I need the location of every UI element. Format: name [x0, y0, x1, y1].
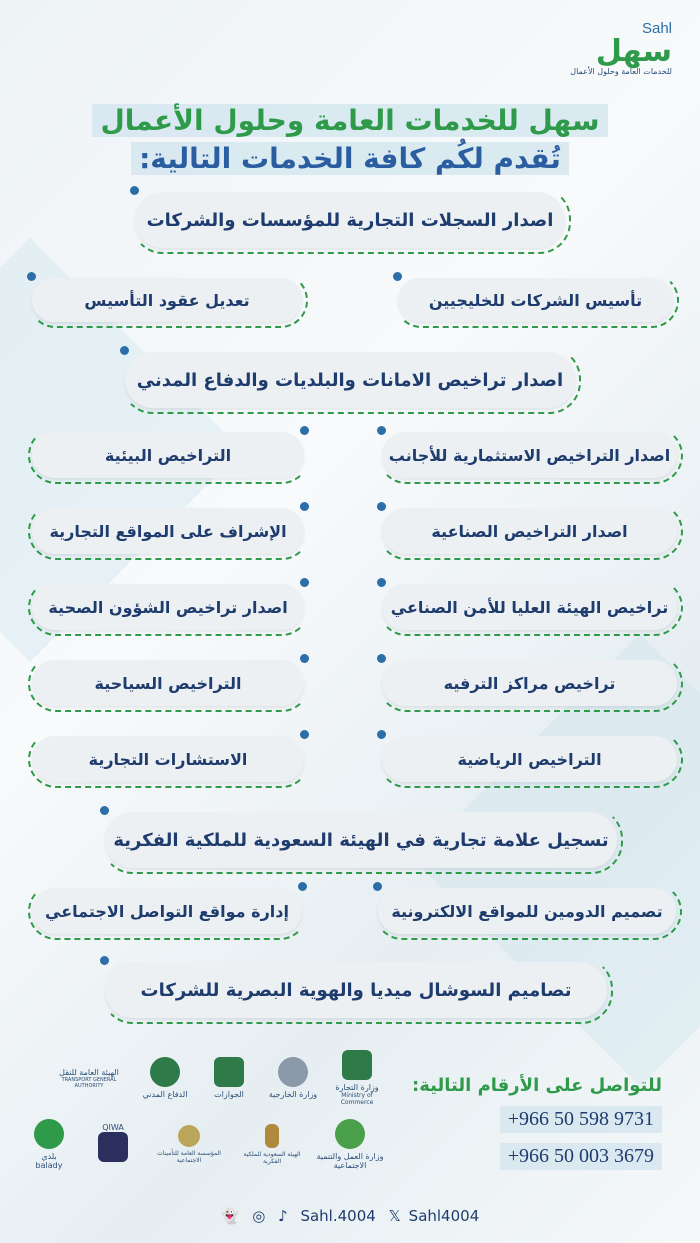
service-left-3: اصدار تراخيص الشؤون الصحية [32, 584, 304, 630]
snapchat-icon[interactable]: 👻 [220, 1207, 240, 1225]
bullet-dot-icon [298, 882, 307, 891]
bullet-dot-icon [100, 956, 109, 965]
service-social-management: إدارة مواقع التواصل الاجتماعي [32, 888, 302, 934]
social-handle-2[interactable]: Sahl4004 [408, 1207, 480, 1225]
bullet-dot-icon [377, 426, 386, 435]
service-left-4: التراخيص السياحية [32, 660, 304, 706]
service-domain-design: تصميم الدومين للمواقع الالكترونية [378, 888, 676, 934]
bullet-dot-icon [300, 578, 309, 587]
service-commercial-registers: اصدار السجلات التجارية للمؤسسات والشركات [135, 192, 565, 248]
service-right-1: اصدار التراخيص الاستثمارية للأجانب [382, 432, 677, 478]
bullet-dot-icon [130, 186, 139, 195]
service-social-designs: تصاميم السوشال ميديا والهوية البصرية للشركات [105, 962, 607, 1018]
instagram-icon[interactable]: ◎ [252, 1207, 266, 1225]
bullet-dot-icon [377, 654, 386, 663]
phone-2[interactable]: +966 50 003 3679 [500, 1143, 662, 1170]
logo-tagline: للخدمات العامة وحلول الأعمال [570, 67, 672, 76]
logo-gosi: المؤسسة العامة للتأمينات الاجتماعية [149, 1116, 229, 1172]
logo-qiwa: QIWA [85, 1116, 141, 1172]
contact-section [412, 1075, 662, 1170]
service-right-2: اصدار التراخيص الصناعية [382, 508, 677, 554]
heading-line2: تُقدم لكُم كافة الخدمات التالية: [0, 142, 700, 175]
logo-labor: وزارة العمل والتنمية الاجتماعية [315, 1116, 385, 1172]
service-right-3: تراخيص الهيئة العليا للأمن الصناعي [382, 584, 677, 630]
sahl-logo [570, 20, 672, 76]
service-left-2: الإشراف على المواقع التجارية [32, 508, 304, 554]
contact-title: للتواصل على الأرقام التالية: [412, 1075, 662, 1096]
partner-logos [10, 1050, 385, 1172]
logo-balady: بلدي balady [21, 1116, 77, 1172]
logo-civil-defense: الدفاع المدني [137, 1050, 193, 1106]
service-right-5: التراخيص الرياضية [382, 736, 677, 782]
heading-line1: سهل للخدمات العامة وحلول الأعمال [0, 104, 700, 137]
bullet-dot-icon [393, 272, 402, 281]
social-handle-1[interactable]: Sahl.4004 [300, 1207, 376, 1225]
service-gulf-companies: تأسيس الشركات للخليجيين [398, 278, 673, 322]
logo-commerce: وزارة التجارة Ministry of Commerce [329, 1050, 385, 1106]
x-icon[interactable]: 𝕏 [388, 1207, 401, 1225]
bullet-dot-icon [300, 730, 309, 739]
logo-en: Sahl [641, 20, 672, 37]
bullet-dot-icon [27, 272, 36, 281]
logo-saip: الهيئة السعودية للملكية الفكرية [237, 1116, 307, 1172]
service-amend-contracts: تعديل عقود التأسيس [32, 278, 302, 322]
bullet-dot-icon [377, 502, 386, 511]
bullet-dot-icon [120, 346, 129, 355]
service-trademark: تسجيل علامة تجارية في الهيئة السعودية للملكية الفكرية [105, 812, 617, 868]
bullet-dot-icon [377, 578, 386, 587]
service-right-4: تراخيص مراكز الترفيه [382, 660, 677, 706]
logo-passports: الجوازات [201, 1050, 257, 1106]
bullet-dot-icon [300, 426, 309, 435]
bullet-dot-icon [377, 730, 386, 739]
service-left-5: الاستشارات التجارية [32, 736, 304, 782]
bullet-dot-icon [373, 882, 382, 891]
bullet-dot-icon [300, 502, 309, 511]
tiktok-icon[interactable]: ♪ [278, 1207, 288, 1225]
logo-transport-authority: الهيئة العامة للنقل TRANSPORT GENERAL AUTHORITY [59, 1067, 119, 1089]
bullet-dot-icon [300, 654, 309, 663]
service-municipal-licenses: اصدار تراخيص الامانات والبلديات والدفاع المدني [125, 352, 575, 408]
social-bar [0, 1207, 700, 1225]
logo-ar: سهل [595, 34, 672, 69]
service-left-1: التراخيص البيئية [32, 432, 304, 478]
logo-foreign-affairs: وزارة الخارجية [265, 1050, 321, 1106]
phone-1[interactable]: +966 50 598 9731 [500, 1106, 662, 1133]
bullet-dot-icon [100, 806, 109, 815]
